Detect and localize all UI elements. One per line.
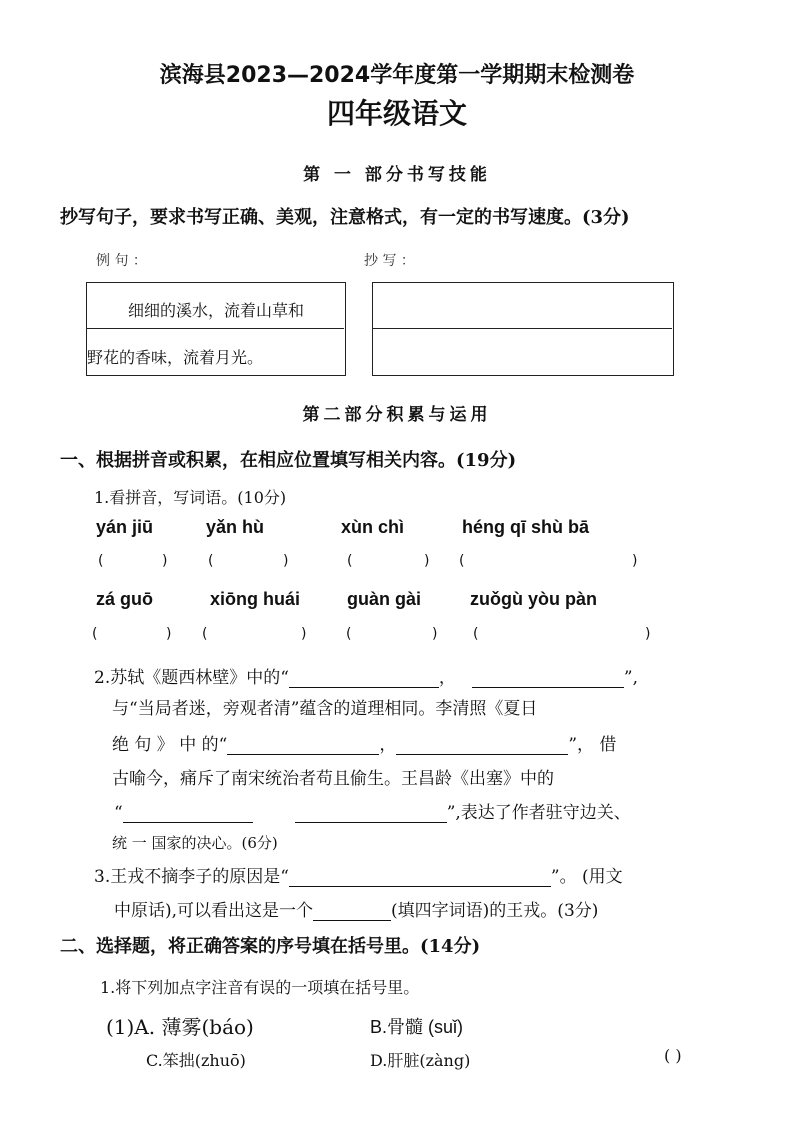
q2-text: ”, — [623, 668, 639, 688]
answer-paren-close: ) — [166, 626, 172, 642]
answer-paren-open: ( — [208, 553, 214, 569]
pinyin-7: guàn gài — [347, 589, 422, 609]
fill-blank[interactable] — [227, 736, 379, 755]
pinyin-8: zuǒgù yòu pàn — [470, 589, 597, 609]
q3-text: ”。 (用文 — [550, 867, 623, 887]
copy-box[interactable] — [372, 282, 674, 376]
answer-paren[interactable]: ( ) — [664, 1046, 682, 1065]
answer-paren-open: ( — [459, 553, 465, 569]
q3-text: (填四字词语)的王戎。(3分) — [391, 901, 599, 921]
answer-paren-close: ) — [162, 553, 168, 569]
answer-paren-open: ( — [202, 626, 208, 642]
q2-line-4: 古喻今，痛斥了南宋统治者苟且偷生。王昌龄《出塞》中的 — [112, 769, 554, 789]
answer-paren-close: ) — [424, 553, 430, 569]
choice-q1-title: 1.将下列加点字注音有误的一项填在括号里。 — [100, 978, 420, 997]
answer-paren-open: ( — [98, 553, 104, 569]
section2-title: 二、选择题，将正确答案的序号填在括号里。(14分) — [60, 936, 481, 957]
fill-blank[interactable] — [313, 902, 391, 921]
q2-text: ， — [438, 668, 456, 688]
fill-blank[interactable] — [289, 868, 551, 887]
pinyin-6: xiōng huái — [210, 589, 300, 609]
answer-paren-close: ) — [283, 553, 289, 569]
pinyin-3: xùn chì — [341, 517, 405, 537]
answer-paren-close: ) — [645, 626, 651, 642]
q2-text: 绝 句 》 中 的“ — [112, 735, 228, 755]
pinyin-4: héng qī shù bā — [462, 517, 590, 537]
option-d: D.肝脏(zàng) — [370, 1051, 471, 1070]
example-box-divider — [86, 328, 344, 329]
example-label: 例 句 ： — [96, 253, 147, 269]
q2-line-6: 统 一 国家的决心。(6分) — [112, 834, 278, 852]
part2-heading: 第二部分积累与运用 — [302, 405, 492, 425]
answer-paren-open: ( — [473, 626, 479, 642]
q3-text: 3.王戎不摘李子的原因是“ — [94, 867, 289, 887]
copy-label: 抄 写 ： — [364, 253, 415, 269]
option-b: B.骨髓 (suǐ) — [370, 1017, 464, 1037]
fill-blank[interactable] — [472, 669, 624, 688]
fill-blank[interactable] — [396, 736, 568, 755]
q2-line-3 — [112, 730, 616, 755]
q2-line-2: 与“当局者迷，旁观者清”蕴含的道理相同。李清照《夏日 — [112, 699, 538, 719]
pinyin-2: yǎn hù — [206, 517, 265, 537]
q3-line-2 — [114, 896, 598, 921]
exam-title: 滨海县2023—2024学年度第一学期期末检测卷 — [159, 63, 635, 88]
q2-text: “ — [114, 803, 123, 823]
q2-line-1 — [94, 663, 638, 688]
fill-blank[interactable] — [123, 804, 253, 823]
q1-title: 1.看拼音，写词语。(10分) — [94, 488, 287, 507]
fill-blank[interactable] — [289, 669, 439, 688]
answer-paren-open: ( — [346, 626, 352, 642]
copy-box-divider — [372, 328, 672, 329]
example-line-2: 野花的香味，流着月光。 — [87, 348, 264, 367]
answer-paren-close: ) — [301, 626, 307, 642]
q2-text: 2.苏轼《题西林壁》中的“ — [94, 668, 289, 688]
q2-text: ”,表达了作者驻守边关、 — [446, 803, 631, 823]
section1-title: 一、根据拼音或积累，在相应位置填写相关内容。(19分) — [60, 450, 517, 471]
q2-line-5 — [114, 798, 631, 823]
q2-text: ， — [379, 735, 397, 755]
example-line-1: 细细的溪水，流着山草和 — [128, 301, 305, 320]
answer-paren-open: ( — [92, 626, 98, 642]
pinyin-1: yán jiū — [96, 517, 154, 537]
option-c: C.笨拙(zhuō) — [146, 1051, 246, 1070]
option-a: (1)A. 薄雾(báo) — [106, 1015, 254, 1039]
answer-paren-close: ) — [432, 626, 438, 642]
answer-paren-open: ( — [347, 553, 353, 569]
q3-text: 中原话),可以看出这是一个 — [114, 901, 314, 921]
part1-instruction: 抄写句子，要求书写正确、美观，注意格式，有一定的书写速度。(3分) — [60, 207, 630, 228]
pinyin-5: zá guō — [96, 589, 153, 609]
q3-line-1 — [94, 862, 623, 887]
q2-text: ”， 借 — [568, 735, 617, 755]
fill-blank[interactable] — [295, 804, 447, 823]
exam-subtitle: 四年级语文 — [326, 97, 467, 130]
part1-heading: 第 一 部分书写技能 — [303, 165, 491, 185]
answer-paren-close: ) — [632, 553, 638, 569]
